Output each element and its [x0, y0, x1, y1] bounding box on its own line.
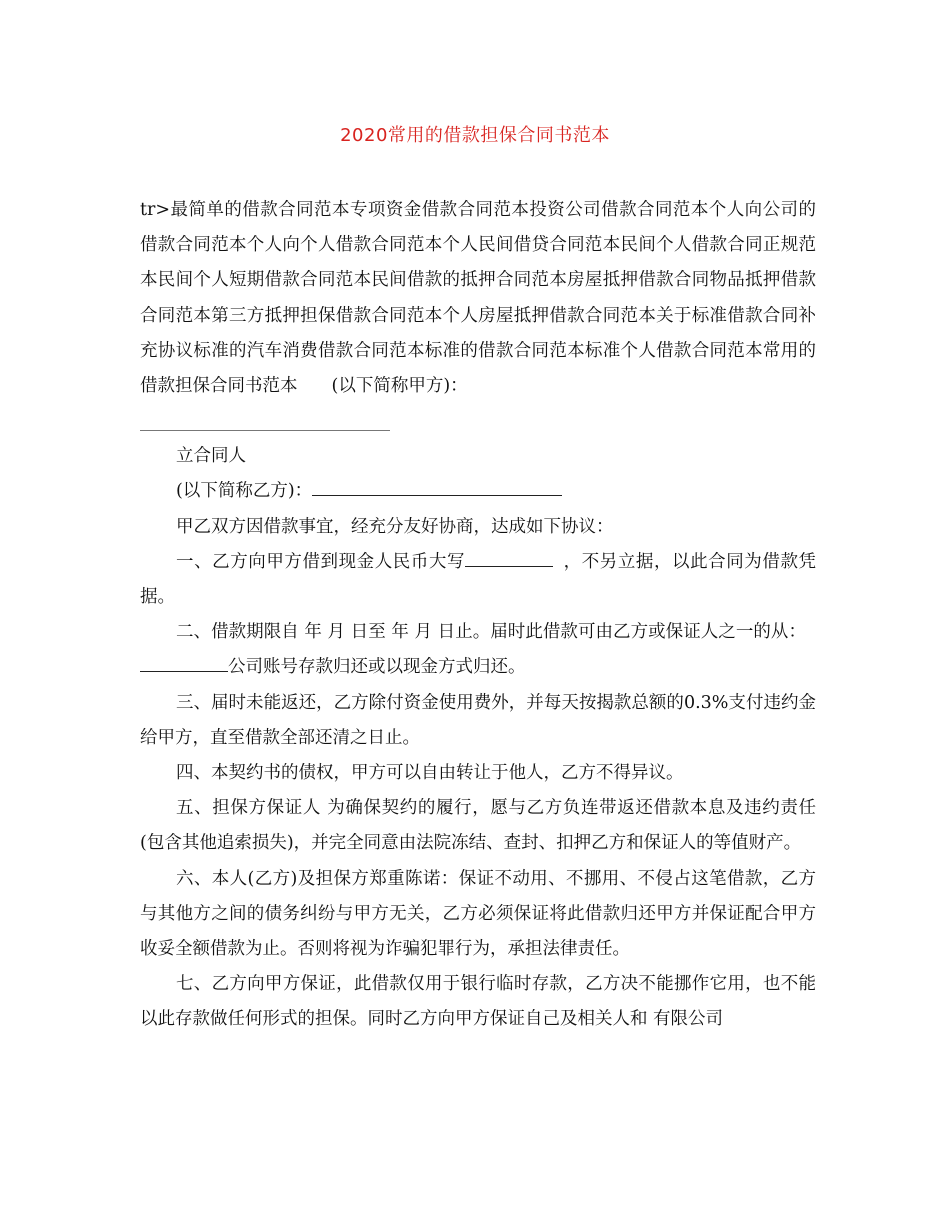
clause-3: 三、届时未能返还，乙方除付资金使用费外，并每天按揭款总额的0.3%支付违约金给甲方，直至借款全部还清之日止。	[140, 692, 816, 748]
amount-blank-line	[465, 548, 553, 567]
clause-7: 七、乙方向甲方保证，此借款仅用于银行临时存款，乙方决不能挪作它用，也不能以此存款做任何形式的担保。同时乙方向甲方保证自己及相关人和 有限公司	[140, 974, 816, 1030]
party-b-line	[140, 474, 816, 509]
clause-2-part-b: 公司账号存款归还或以现金方式归还。	[228, 657, 526, 678]
clause-1	[140, 545, 816, 615]
clause-1-part-a: 一、乙方向甲方借到现金人民币大写	[176, 551, 466, 572]
clause-4: 四、本契约书的债权，甲方可以自由转让于他人，乙方不得异议。	[176, 763, 684, 784]
company-blank-line	[140, 653, 228, 672]
clause-6: 六、本人(乙方)及担保方郑重陈诺：保证不动用、不挪用、不侵占这笔借款，乙方与其他方之间的债务纠纷与甲方无关，乙方必须保证将此借款归还甲方并保证配合甲方收妥全额借款为止。否则将视为诈骗犯罪行为，承担法律责任。	[140, 868, 816, 960]
intro-text: tr>最简单的借款合同范本专项资金借款合同范本投资公司借款合同范本个人向公司的借款合同范本个人向个人借款合同范本个人民间借贷合同范本民间个人借款合同正规范本民间个人短期借款合同范本民间借款的抵押合同范本房屋抵押借款合同物品抵押借款合同范本第三方抵押担保借款合同范本个人房屋抵押借款合同范本关于标准借款合同补充协议标准的汽车消费借款合同范本标准的借款合同范本标准个人借款合同范本常用的借款担保合同书范本	[140, 200, 816, 397]
clause-1-part-b: ，不另立据，以此合同为借款凭据。	[140, 551, 817, 608]
document-body	[140, 193, 816, 1038]
clause-5: 五、担保方保证人 为确保契约的履行，愿与乙方负连带返还借款本息及违约责任(包含其他追索损失)，并完全同意由法院冻结、查封、扣押乙方和保证人的等值财产。	[140, 798, 816, 854]
party-a-label: (以下简称甲方)：	[331, 376, 468, 397]
party-a-blank-line	[140, 404, 390, 431]
preamble-paragraph: 甲乙双方因借款事宜，经充分友好协商，达成如下协议：	[176, 516, 614, 537]
party-b-label: (以下简称乙方)：	[176, 481, 313, 502]
document-title: 2020常用的借款担保合同书范本	[340, 125, 610, 146]
contract-party-line: 立合同人	[176, 446, 246, 467]
party-b-blank-line	[312, 477, 562, 496]
clause-2-part-a: 二、借款期限自 年 月 日至 年 月 日止。届时此借款可由乙方或保证人之一的从：	[176, 622, 806, 643]
intro-paragraph	[140, 193, 816, 404]
clause-2	[140, 615, 816, 685]
